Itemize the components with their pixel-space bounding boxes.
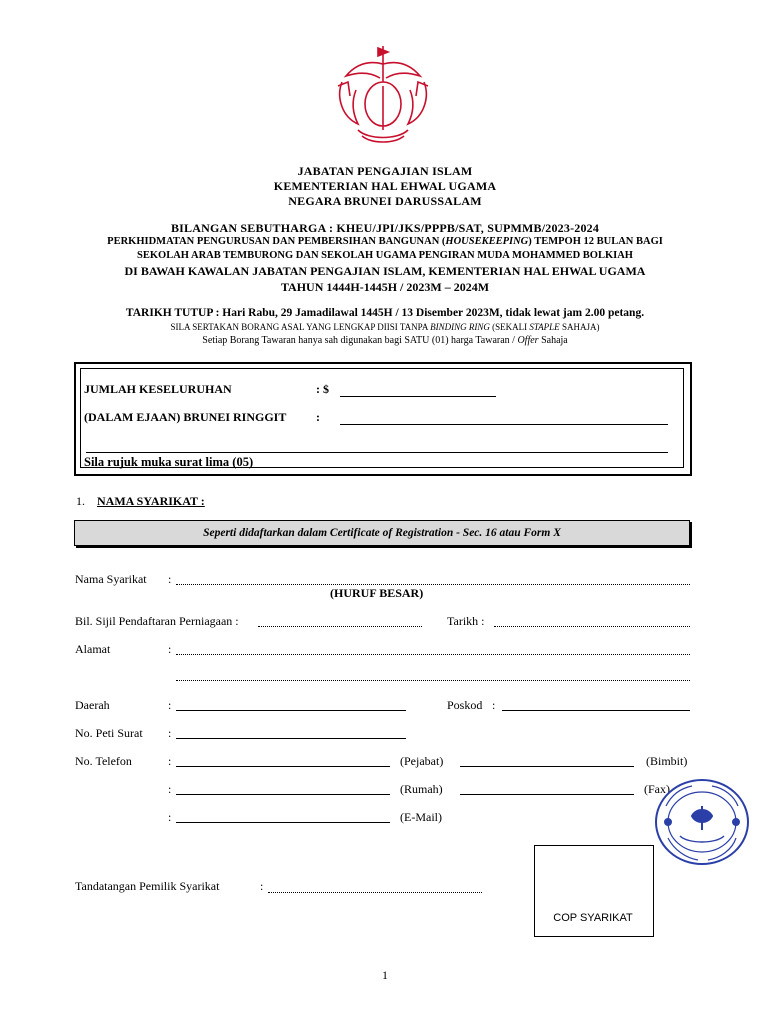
official-stamp-icon	[652, 776, 752, 868]
tender-title-2: SEKOLAH ARAB TEMBURONG DAN SEKOLAH UGAMA PENGIRAN MUDA MOHAMMED BOLKIAH	[137, 250, 633, 261]
district-field[interactable]	[176, 710, 406, 711]
ministry-header-2: KEMENTERIAN HAL EHWAL UGAMA	[273, 179, 497, 193]
closing-note-1: SILA SERTAKAN BORANG ASAL YANG LENGKAP DIISI TANPA BINDING RING (SEKALI STAPLE SAHAJA)	[170, 322, 600, 332]
registration-field[interactable]	[258, 626, 422, 627]
address-field-1[interactable]	[176, 654, 690, 655]
po-box-field[interactable]	[176, 738, 406, 739]
office-label: (Pejabat)	[400, 754, 444, 768]
email-field[interactable]	[176, 822, 390, 823]
colon: :	[168, 698, 172, 712]
closing-note-2: Setiap Borang Tawaran hanya sah digunakan bagi SATU (01) harga Tawaran / Offer Sahaja	[202, 335, 568, 346]
tender-number: BILANGAN SEBUTHARGA : KHEU/JPI/JKS/PPPB/SAT, SUPMMB/2023-2024	[170, 221, 600, 235]
amount-words-prefix: :	[316, 410, 320, 424]
total-prefix: : $	[316, 382, 329, 396]
colon: :	[492, 698, 496, 712]
colon: :	[168, 642, 172, 656]
colon: :	[260, 879, 264, 893]
total-label: JUMLAH KESELURUHAN	[84, 382, 232, 396]
amount-words-field-2[interactable]	[86, 452, 668, 453]
colon: :	[168, 726, 172, 740]
colon: :	[168, 782, 172, 796]
registration-banner: Seperti didaftarkan dalam Certificate of Registration - Sec. 16 atau Form X	[74, 520, 690, 546]
closing-date: TARIKH TUTUP : Hari Rabu, 29 Jamadilawal 1445H / 13 Disember 2023M, tidak lewat jam 2.00 petang.	[125, 307, 645, 319]
tender-title-4: TAHUN 1444H-1445H / 2023M – 2024M	[280, 280, 490, 294]
ministry-header-1: JABATAN PENGAJIAN ISLAM	[297, 164, 473, 178]
total-amount-field[interactable]	[340, 396, 496, 397]
po-box-label: No. Peti Surat	[75, 726, 143, 740]
address-label: Alamat	[75, 642, 111, 656]
signature-field[interactable]	[268, 892, 482, 893]
section-title: NAMA SYARIKAT :	[97, 494, 205, 508]
fax-label: (Fax)	[644, 782, 670, 796]
email-label: (E-Mail)	[400, 810, 442, 824]
ministry-header-3: NEGARA BRUNEI DARUSSALAM	[288, 194, 482, 208]
postcode-label: Poskod	[447, 698, 483, 712]
postcode-field[interactable]	[502, 710, 690, 711]
address-field-2[interactable]	[176, 680, 690, 681]
phone-label: No. Telefon	[75, 754, 132, 768]
refer-page-note: Sila rujuk muka surat lima (05)	[84, 455, 254, 469]
page-number: 1	[382, 968, 388, 982]
amount-words-label: (DALAM EJAAN) BRUNEI RINGGIT	[84, 410, 287, 424]
colon: :	[168, 572, 172, 586]
mobile-phone-field[interactable]	[460, 766, 634, 767]
company-name-label: Nama Syarikat	[75, 572, 147, 586]
company-name-field[interactable]	[176, 584, 690, 585]
colon: :	[168, 754, 172, 768]
signature-label: Tandatangan Pemilik Syarikat	[75, 879, 220, 893]
amount-words-field[interactable]	[340, 424, 668, 425]
tender-title-3: DI BAWAH KAWALAN JABATAN PENGAJIAN ISLAM, KEMENTERIAN HAL EHWAL UGAMA	[124, 264, 646, 278]
date-label: Tarikh :	[447, 614, 485, 628]
fax-field[interactable]	[460, 794, 634, 795]
registration-label: Bil. Sijil Pendaftaran Perniagaan :	[75, 614, 239, 628]
district-label: Daerah	[75, 698, 110, 712]
tender-title-1: PERKHIDMATAN PENGURUSAN DAN PEMBERSIHAN BANGUNAN (HOUSEKEEPING) TEMPOH 12 BULAN BAGI	[107, 236, 663, 247]
colon: :	[168, 810, 172, 824]
date-field[interactable]	[494, 626, 690, 627]
mobile-label: (Bimbit)	[646, 754, 688, 768]
home-label: (Rumah)	[400, 782, 443, 796]
brunei-crest-icon	[328, 42, 438, 147]
section-number: 1.	[76, 494, 85, 508]
office-phone-field[interactable]	[176, 766, 390, 767]
home-phone-field[interactable]	[176, 794, 390, 795]
company-stamp-label: COP SYARIKAT	[553, 912, 633, 924]
uppercase-note: (HURUF BESAR)	[330, 586, 424, 600]
